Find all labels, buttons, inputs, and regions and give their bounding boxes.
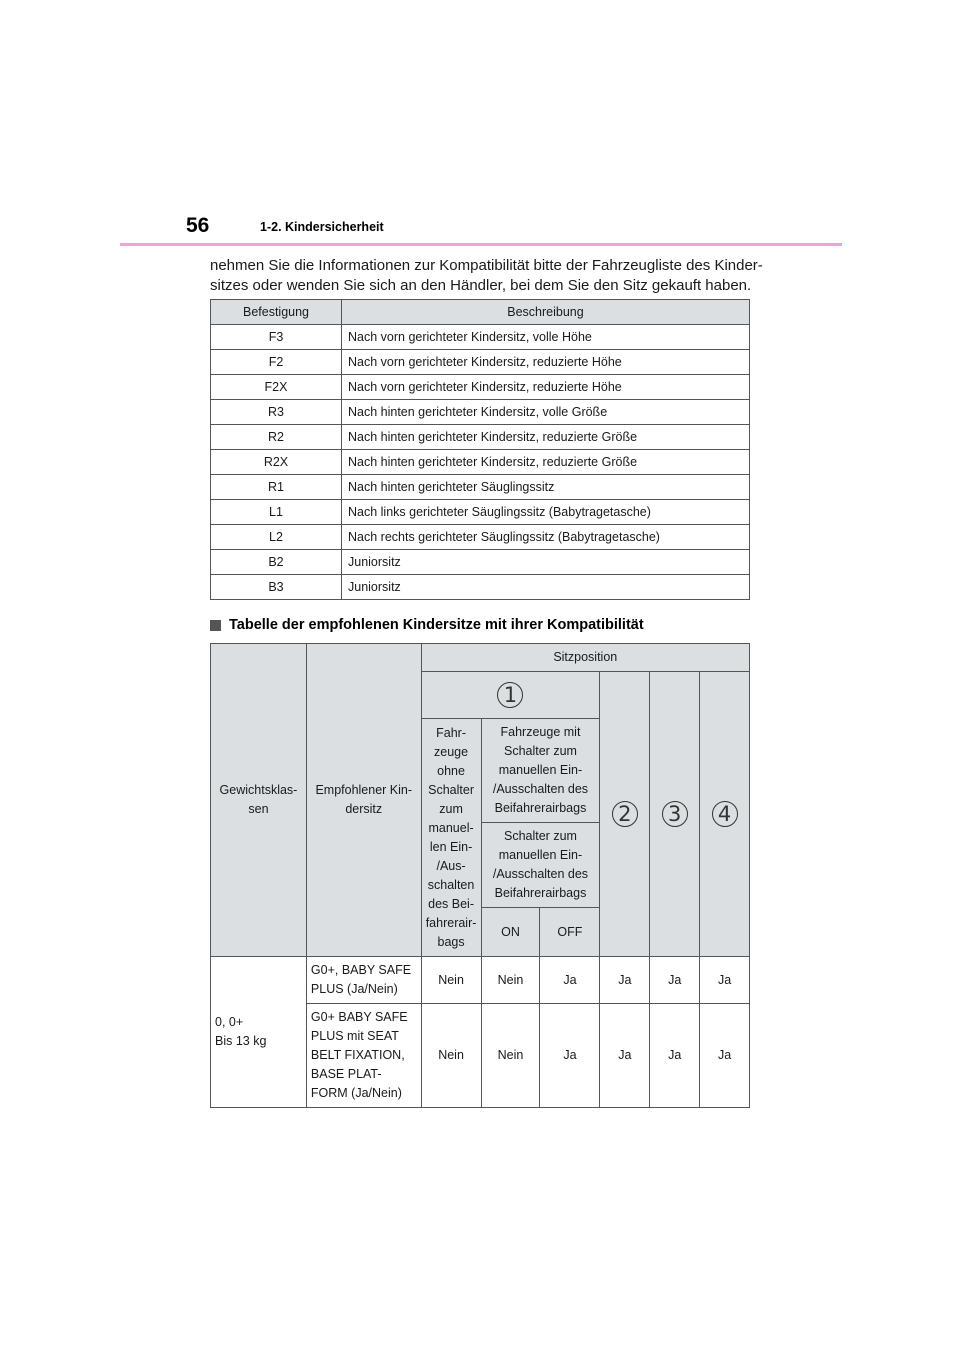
mounting-table-row [211,500,750,525]
value-cell: Ja [650,1004,700,1108]
mounting-code-cell: L2 [211,525,342,550]
intro-line: sitzes oder wenden Sie sich an den Händler, bei dem Sie den Sitz gekauft haben. [210,277,752,294]
compat-subheading [210,617,644,633]
cell-line: G0+ BABY SAFE [310,1010,408,1024]
mounting-description-cell: Nach links gerichteter Säuglingssitz (Babytragetasche) [342,500,750,525]
mounting-description-cell: Nach vorn gerichteter Kindersitz, volle Höhe [342,325,750,350]
cell-line: PLUS mit SEAT [310,1029,399,1043]
on-header: ON [481,908,540,957]
col-header-weight-class [211,644,307,957]
value-cell: Ja [540,1004,600,1108]
cell-line: Fahr- [436,725,466,740]
seat-number-4-icon: 4 [712,801,738,827]
seat-position-2 [600,672,650,957]
mounting-description-cell: Nach hinten gerichteter Säuglingssitz [342,475,750,500]
col-header-recommended-seat [306,644,421,957]
seat-position-1 [421,672,600,719]
cell-line: Bis 13 kg [215,1034,267,1048]
with-switch-header [481,719,600,823]
cell-line: Fahrzeuge mit [500,725,581,739]
cell-line: len Ein- [429,839,473,854]
mounting-description-cell: Nach vorn gerichteter Kindersitz, reduzierte Höhe [342,350,750,375]
mounting-code-cell: L1 [211,500,342,525]
mounting-code-cell: B2 [211,550,342,575]
switch-header [481,823,600,908]
value-cell: Nein [481,1004,540,1108]
mounting-table-row [211,375,750,400]
col-header-mounting: Befestigung [211,300,342,325]
mounting-description-cell: Nach vorn gerichteter Kindersitz, reduzierte Höhe [342,375,750,400]
cell-line: manuellen Ein- [498,763,583,777]
mounting-code-cell: R2X [211,450,342,475]
cell-line: Beifahrerairbags [494,801,587,815]
mounting-table-row [211,450,750,475]
cell-line: dersitz [345,802,383,816]
cell-line: zeuge [434,744,469,759]
weight-group-cell [211,957,307,1108]
value-cell: Ja [650,957,700,1004]
value-cell: Nein [481,957,540,1004]
cell-line: des Bei- [428,896,474,911]
mounting-code-cell: F2X [211,375,342,400]
value-cell: Ja [600,957,650,1004]
header-rule [120,243,842,246]
mounting-table-row [211,575,750,600]
mounting-code-cell: R3 [211,400,342,425]
mounting-description-cell: Nach hinten gerichteter Kindersitz, volle Größe [342,400,750,425]
seat-position-4 [700,672,750,957]
mounting-code-cell: F2 [211,350,342,375]
seat-number-3-icon: 3 [662,801,688,827]
value-cell: Ja [540,957,600,1004]
mounting-code-cell: F3 [211,325,342,350]
value-cell: Ja [700,1004,750,1108]
cell-line: Empfohlener Kin- [315,783,413,797]
mounting-table-header-row [211,300,750,325]
cell-line: sen [248,802,269,816]
mounting-table-row [211,400,750,425]
seat-number-1-icon: 1 [497,682,523,708]
subheading-text: Tabelle der empfohlenen Kindersitze mit ihrer Kompatibilität [229,617,644,633]
mounting-description-cell: Nach hinten gerichteter Kindersitz, reduzierte Größe [342,450,750,475]
off-header: OFF [540,908,600,957]
cell-line: Schalter [428,782,474,797]
value-cell: Ja [600,1004,650,1108]
seat-number-2-icon: 2 [612,801,638,827]
mounting-table [210,299,750,600]
mounting-code-cell: B3 [211,575,342,600]
mounting-table-row [211,350,750,375]
section-title: 1-2. Kindersicherheit [260,220,384,234]
mounting-code-cell: R1 [211,475,342,500]
seat-name-cell [306,957,421,1004]
cell-line: ohne [437,763,465,778]
mounting-description-cell: Nach rechts gerichteter Säuglingssitz (Babytragetasche) [342,525,750,550]
cell-line: BELT FIXATION, [310,1048,405,1062]
cell-line: schalten [427,877,475,892]
cell-line: fahrerair- [425,915,477,930]
mounting-table-body [211,325,750,600]
no-switch-header [421,719,481,957]
mounting-description-cell: Juniorsitz [342,575,750,600]
col-header-description: Beschreibung [342,300,750,325]
cell-line: FORM (Ja/Nein) [310,1086,402,1100]
mounting-table-row [211,325,750,350]
value-cell: Nein [421,957,481,1004]
mounting-description-cell: Nach hinten gerichteter Kindersitz, reduzierte Größe [342,425,750,450]
cell-line: Gewichtsklas- [219,783,298,797]
page-number: 56 [186,214,210,237]
cell-line: bags [437,934,465,949]
mounting-table-row [211,475,750,500]
mounting-code-cell: R2 [211,425,342,450]
cell-line: Schalter zum [503,744,577,758]
intro-line: nehmen Sie die Informationen zur Kompatibilität bitte der Fahrzeugliste des Kinder- [210,257,763,274]
cell-line: /Aus- [436,858,466,873]
value-cell: Nein [421,1004,481,1108]
square-bullet-icon [210,620,221,631]
cell-line: manuellen Ein- [498,848,583,862]
seat-position-header: Sitzposition [421,644,749,672]
intro-paragraph [210,256,763,296]
mounting-table-row [211,550,750,575]
cell-line: zum [439,801,463,816]
cell-line: BASE PLAT- [310,1067,382,1081]
cell-line: PLUS (Ja/Nein) [310,982,398,996]
cell-line: G0+, BABY SAFE [310,963,412,977]
mounting-table-row [211,525,750,550]
seat-name-cell [306,1004,421,1108]
cell-line: manuel- [428,820,474,835]
cell-line: /Ausschalten des [492,782,589,796]
cell-line: Schalter zum [503,829,577,843]
cell-line: /Ausschalten des [492,867,589,881]
cell-line: Beifahrerairbags [494,886,587,900]
cell-line: 0, 0+ [215,1015,244,1029]
mounting-description-cell: Juniorsitz [342,550,750,575]
value-cell: Ja [700,957,750,1004]
mounting-table-row [211,425,750,450]
seat-position-3 [650,672,700,957]
compatibility-table [210,643,750,1108]
